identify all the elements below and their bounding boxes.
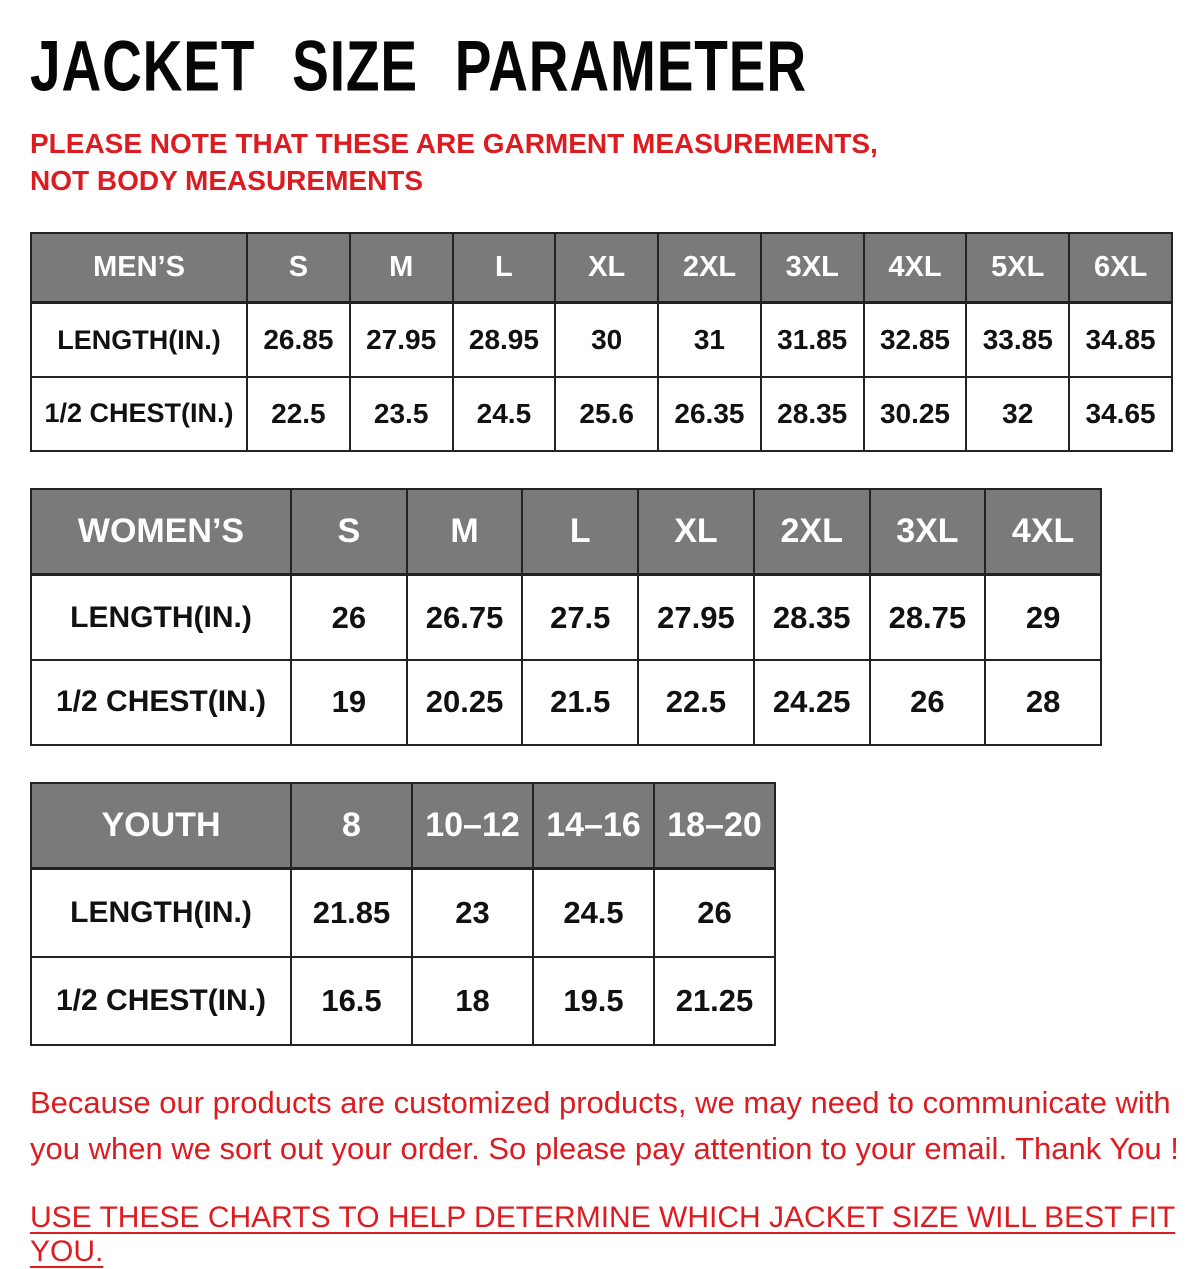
measurement-cell: 30.25 bbox=[864, 377, 967, 451]
size-column-header: 4XL bbox=[864, 233, 967, 303]
measurement-cell: 31 bbox=[658, 303, 761, 377]
table-row bbox=[31, 377, 1172, 451]
measurement-cell: 32 bbox=[966, 377, 1069, 451]
table-title: YOUTH bbox=[31, 783, 291, 869]
measurement-cell: 26.35 bbox=[658, 377, 761, 451]
measurement-cell: 22.5 bbox=[638, 660, 754, 745]
measurement-cell: 30 bbox=[555, 303, 658, 377]
measurement-cell: 27.5 bbox=[522, 575, 638, 660]
table-row bbox=[31, 575, 1101, 660]
size-column-header: 14–16 bbox=[533, 783, 654, 869]
table-title: WOMEN’S bbox=[31, 489, 291, 575]
measurement-cell: 26.75 bbox=[407, 575, 523, 660]
size-column-header: 18–20 bbox=[654, 783, 775, 869]
measurement-cell: 22.5 bbox=[247, 377, 350, 451]
table-header-row bbox=[31, 783, 775, 869]
size-column-header: S bbox=[247, 233, 350, 303]
measurement-cell: 21.25 bbox=[654, 957, 775, 1045]
measurement-cell: 25.6 bbox=[555, 377, 658, 451]
measurement-cell: 28.75 bbox=[870, 575, 986, 660]
table-row bbox=[31, 957, 775, 1045]
measurement-cell: 21.85 bbox=[291, 869, 412, 957]
table-title: MEN’S bbox=[31, 233, 247, 303]
garment-measurements-note: PLEASE NOTE THAT THESE ARE GARMENT MEASUREMENTS, NOT BODY MEASUREMENTS bbox=[30, 128, 878, 196]
size-column-header: 3XL bbox=[870, 489, 986, 575]
size-tables bbox=[30, 232, 1200, 1046]
size-column-header: L bbox=[522, 489, 638, 575]
measurement-cell: 28.35 bbox=[761, 377, 864, 451]
size-column-header: M bbox=[350, 233, 453, 303]
measurement-cell: 23.5 bbox=[350, 377, 453, 451]
size-column-header: 2XL bbox=[658, 233, 761, 303]
measurement-cell: 24.5 bbox=[453, 377, 556, 451]
measurement-cell: 32.85 bbox=[864, 303, 967, 377]
measurement-cell: 34.85 bbox=[1069, 303, 1172, 377]
youth-size-table bbox=[30, 782, 1200, 1046]
measurement-cell: 20.25 bbox=[407, 660, 523, 745]
measurement-cell: 28 bbox=[985, 660, 1101, 745]
measurement-cell: 24.25 bbox=[754, 660, 870, 745]
measurement-cell: 26 bbox=[654, 869, 775, 957]
measurement-cell: 24.5 bbox=[533, 869, 654, 957]
row-label: 1/2 CHEST(IN.) bbox=[31, 377, 247, 451]
measurement-cell: 21.5 bbox=[522, 660, 638, 745]
size-column-header: 5XL bbox=[966, 233, 1069, 303]
size-column-header: 3XL bbox=[761, 233, 864, 303]
measurement-cell: 26.85 bbox=[247, 303, 350, 377]
size-column-header: 8 bbox=[291, 783, 412, 869]
table-header-row bbox=[31, 489, 1101, 575]
size-column-header: 6XL bbox=[1069, 233, 1172, 303]
size-column-header: XL bbox=[638, 489, 754, 575]
measurement-cell: 26 bbox=[870, 660, 986, 745]
row-label: 1/2 CHEST(IN.) bbox=[31, 660, 291, 745]
measurement-cell: 23 bbox=[412, 869, 533, 957]
measurement-cell: 18 bbox=[412, 957, 533, 1045]
measurement-cell: 16.5 bbox=[291, 957, 412, 1045]
measurement-cell: 31.85 bbox=[761, 303, 864, 377]
measurement-cell: 27.95 bbox=[350, 303, 453, 377]
womens-size-table bbox=[30, 488, 1200, 746]
measurement-cell: 26 bbox=[291, 575, 407, 660]
size-column-header: S bbox=[291, 489, 407, 575]
measurement-cell: 33.85 bbox=[966, 303, 1069, 377]
custom-order-note: Because our products are customized products, we may need to communicate with you when we sort out your order. So please pay attention to your email. Thank You ! bbox=[30, 1084, 1179, 1167]
measurement-cell: 19 bbox=[291, 660, 407, 745]
size-table bbox=[30, 782, 776, 1046]
size-column-header: L bbox=[453, 233, 556, 303]
row-label: LENGTH(IN.) bbox=[31, 575, 291, 660]
measurement-cell: 34.65 bbox=[1069, 377, 1172, 451]
measurement-cell: 27.95 bbox=[638, 575, 754, 660]
measurement-cell: 28.35 bbox=[754, 575, 870, 660]
size-column-header: 4XL bbox=[985, 489, 1101, 575]
size-table bbox=[30, 232, 1173, 452]
page-title: JACKET SIZE PARAMETER bbox=[30, 25, 807, 107]
mens-size-table bbox=[30, 232, 1200, 452]
measurement-cell: 29 bbox=[985, 575, 1101, 660]
table-header-row bbox=[31, 233, 1172, 303]
size-column-header: 2XL bbox=[754, 489, 870, 575]
row-label: LENGTH(IN.) bbox=[31, 869, 291, 957]
best-fit-note: USE THESE CHARTS TO HELP DETERMINE WHICH JACKET SIZE WILL BEST FIT YOU. bbox=[30, 1200, 1176, 1268]
row-label: LENGTH(IN.) bbox=[31, 303, 247, 377]
size-column-header: M bbox=[407, 489, 523, 575]
size-table bbox=[30, 488, 1102, 746]
table-row bbox=[31, 660, 1101, 745]
measurement-cell: 28.95 bbox=[453, 303, 556, 377]
row-label: 1/2 CHEST(IN.) bbox=[31, 957, 291, 1045]
table-row bbox=[31, 869, 775, 957]
table-row bbox=[31, 303, 1172, 377]
measurement-cell: 19.5 bbox=[533, 957, 654, 1045]
size-column-header: XL bbox=[555, 233, 658, 303]
size-column-header: 10–12 bbox=[412, 783, 533, 869]
